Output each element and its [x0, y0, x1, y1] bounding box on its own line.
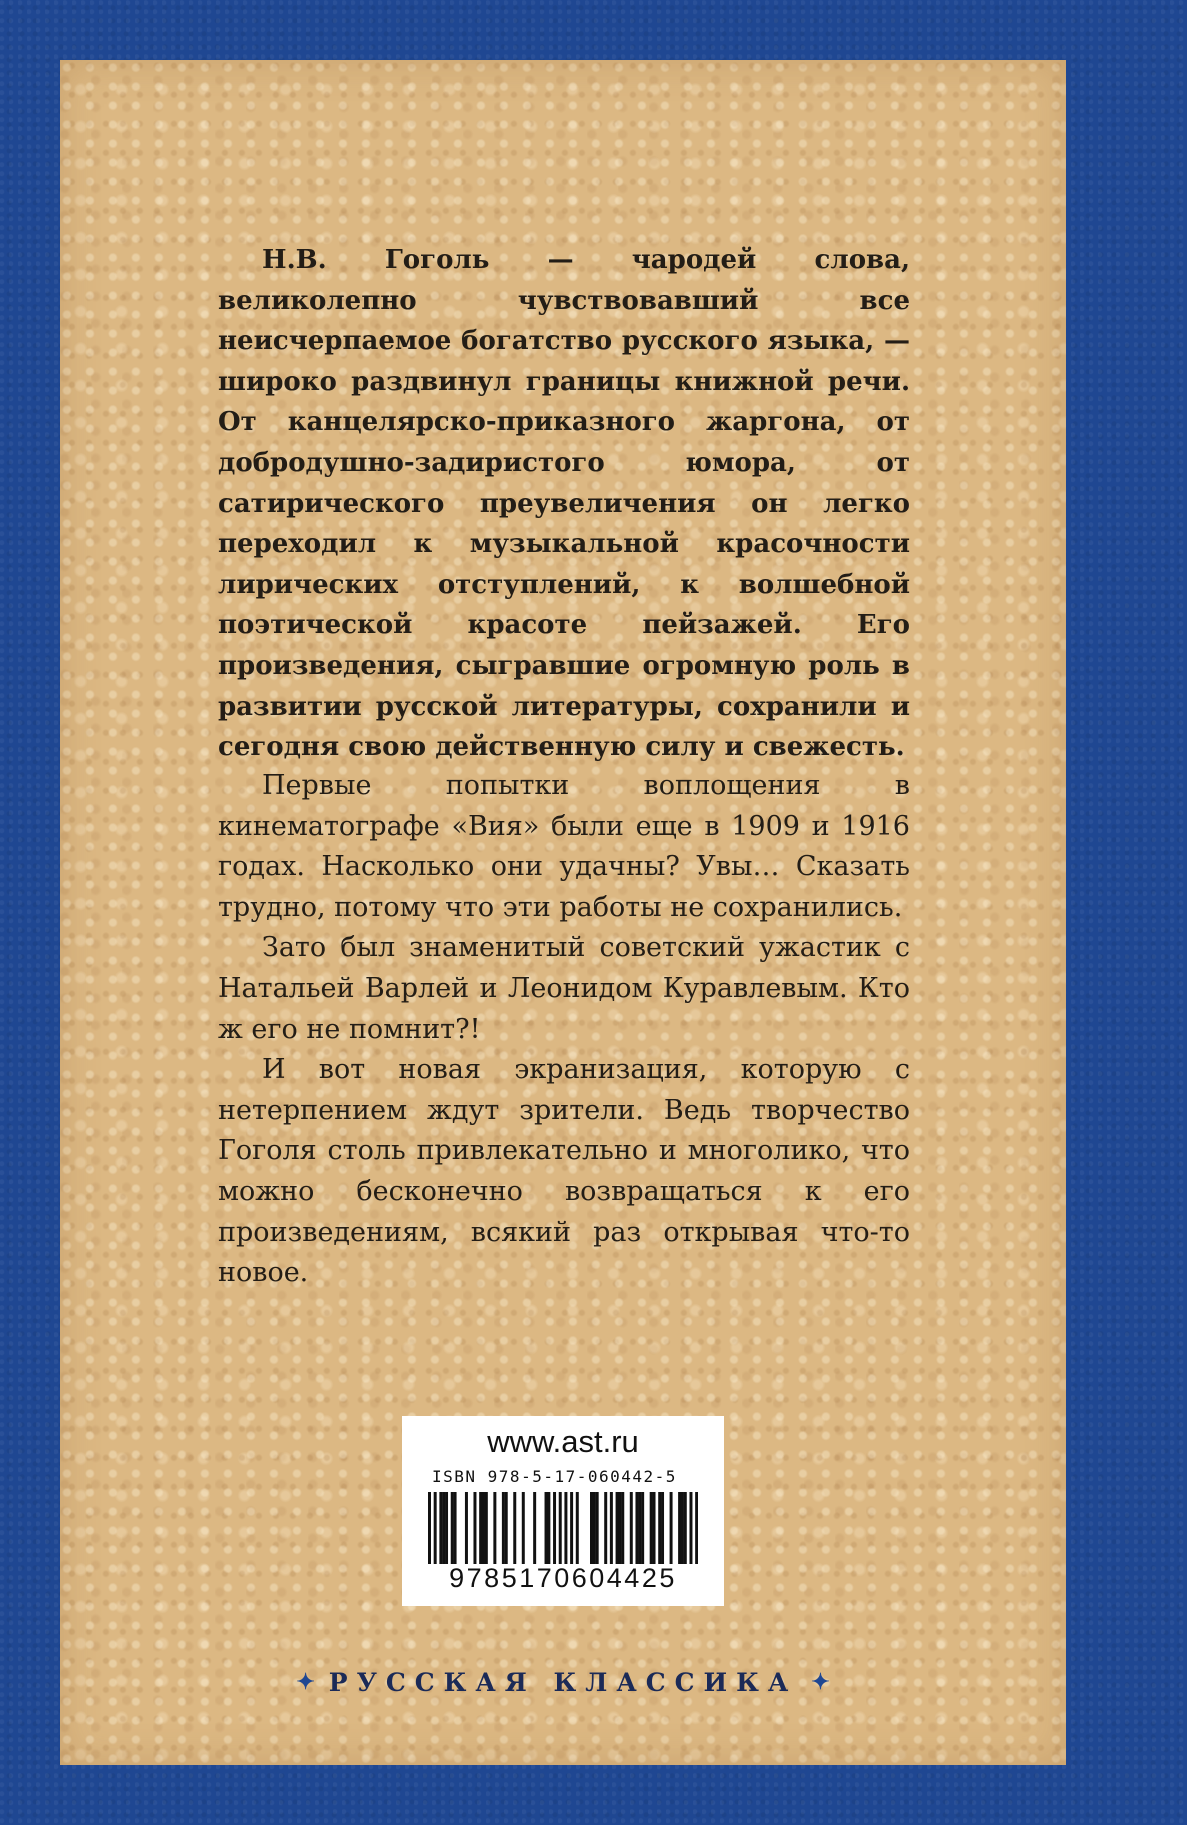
description-paragraph-2: Зато был знаменитый советский ужастик с Натальей Варлей и Леонидом Куравлевым. Кто ж его не помнит?! [218, 932, 910, 1045]
barcode-bar [439, 1492, 442, 1564]
barcode-digits: 9785170604425 [449, 1563, 677, 1593]
barcode-bar [670, 1492, 673, 1564]
barcode-bar [616, 1492, 619, 1564]
barcode-bar [545, 1492, 548, 1564]
barcode-bar [596, 1492, 599, 1564]
barcode-bar [428, 1492, 431, 1564]
isbn-label: ISBN 978-5-17-060442-5 [432, 1467, 677, 1486]
barcode-bar [482, 1492, 485, 1564]
barcode-bar [434, 1492, 437, 1564]
series-title [60, 1668, 1066, 1697]
barcode-bar [576, 1492, 579, 1564]
barcode-bar [485, 1492, 488, 1564]
publisher-website: www.ast.ru [487, 1424, 639, 1459]
barcode-bar [661, 1492, 664, 1564]
barcode-bar [505, 1492, 508, 1564]
barcode-bar [621, 1492, 624, 1564]
barcode-bar [653, 1492, 656, 1564]
description-block [218, 766, 910, 1294]
barcode-bar [684, 1492, 687, 1564]
barcode-bar [533, 1492, 536, 1564]
barcode-bar [564, 1492, 567, 1564]
barcode-image [428, 1492, 698, 1564]
barcode-bar [502, 1492, 505, 1564]
barcode-bar [689, 1492, 692, 1564]
cross-ornament-icon: ✦ [296, 1669, 315, 1695]
barcode-bar [465, 1492, 468, 1564]
barcode-bar [630, 1492, 633, 1564]
barcode-bar [559, 1492, 562, 1564]
annotation-block [218, 240, 910, 768]
barcode-bar [604, 1492, 607, 1564]
description-paragraph-3: И вот новая экранизация, которую с нетерпением ждут зрители. Ведь творчество Гоголя столь привлекательно и многолико, что можно бесконечно возвращаться к его произведениям, всякий раз открывая что-то новое. [218, 1054, 910, 1289]
barcode-bar [454, 1492, 457, 1564]
barcode-bar [658, 1492, 661, 1564]
barcode-bar [650, 1492, 653, 1564]
barcode-bar [513, 1492, 516, 1564]
series-name: РУССКАЯ КЛАССИКА [328, 1668, 798, 1697]
barcode-bar [479, 1492, 482, 1564]
barcode-bar [618, 1492, 621, 1564]
cross-ornament-icon: ✦ [811, 1669, 830, 1695]
barcode-box [402, 1416, 724, 1606]
barcode-bar [445, 1492, 448, 1564]
barcode-bar [590, 1492, 593, 1564]
description-paragraph-1: Первые попытки воплощения в кинематографе «Вия» были еще в 1909 и 1916 годах. Насколько они удачны? Увы… Сказать трудно, потому что эти работы не сохранились. [218, 770, 910, 923]
barcode-bar [593, 1492, 596, 1564]
barcode-bar [451, 1492, 454, 1564]
barcode-bar [681, 1492, 684, 1564]
barcode-bar [442, 1492, 445, 1564]
barcode-bar [553, 1492, 556, 1564]
barcode-bar [493, 1492, 496, 1564]
barcode-bar [522, 1492, 525, 1564]
barcode-bar [641, 1492, 644, 1564]
barcode-bar [638, 1492, 641, 1564]
barcode-bar [695, 1492, 698, 1564]
barcode-bar [610, 1492, 613, 1564]
barcode-bar [635, 1492, 638, 1564]
barcode-bar [678, 1492, 681, 1564]
barcode-bar [473, 1492, 476, 1564]
barcode-bar [570, 1492, 573, 1564]
annotation-paragraph: Н.В. Гоголь — чародей слова, великолепно чувствовавший все неисчерпаемое богатство русского языка, — широко раздвинул границы книжной речи. От канцелярско-приказного жаргона, от добродушно-задиристого юмора, от сатирического преувеличения он легко переходил к музыкальной красочности лирических отступлений, к волшебной поэтической красоте пейзажей. Его произведения, сыгравшие огромную роль в развитии русской литературы, сохранили и сегодня свою действенную силу и свежесть. [218, 245, 910, 763]
barcode-bar [547, 1492, 550, 1564]
